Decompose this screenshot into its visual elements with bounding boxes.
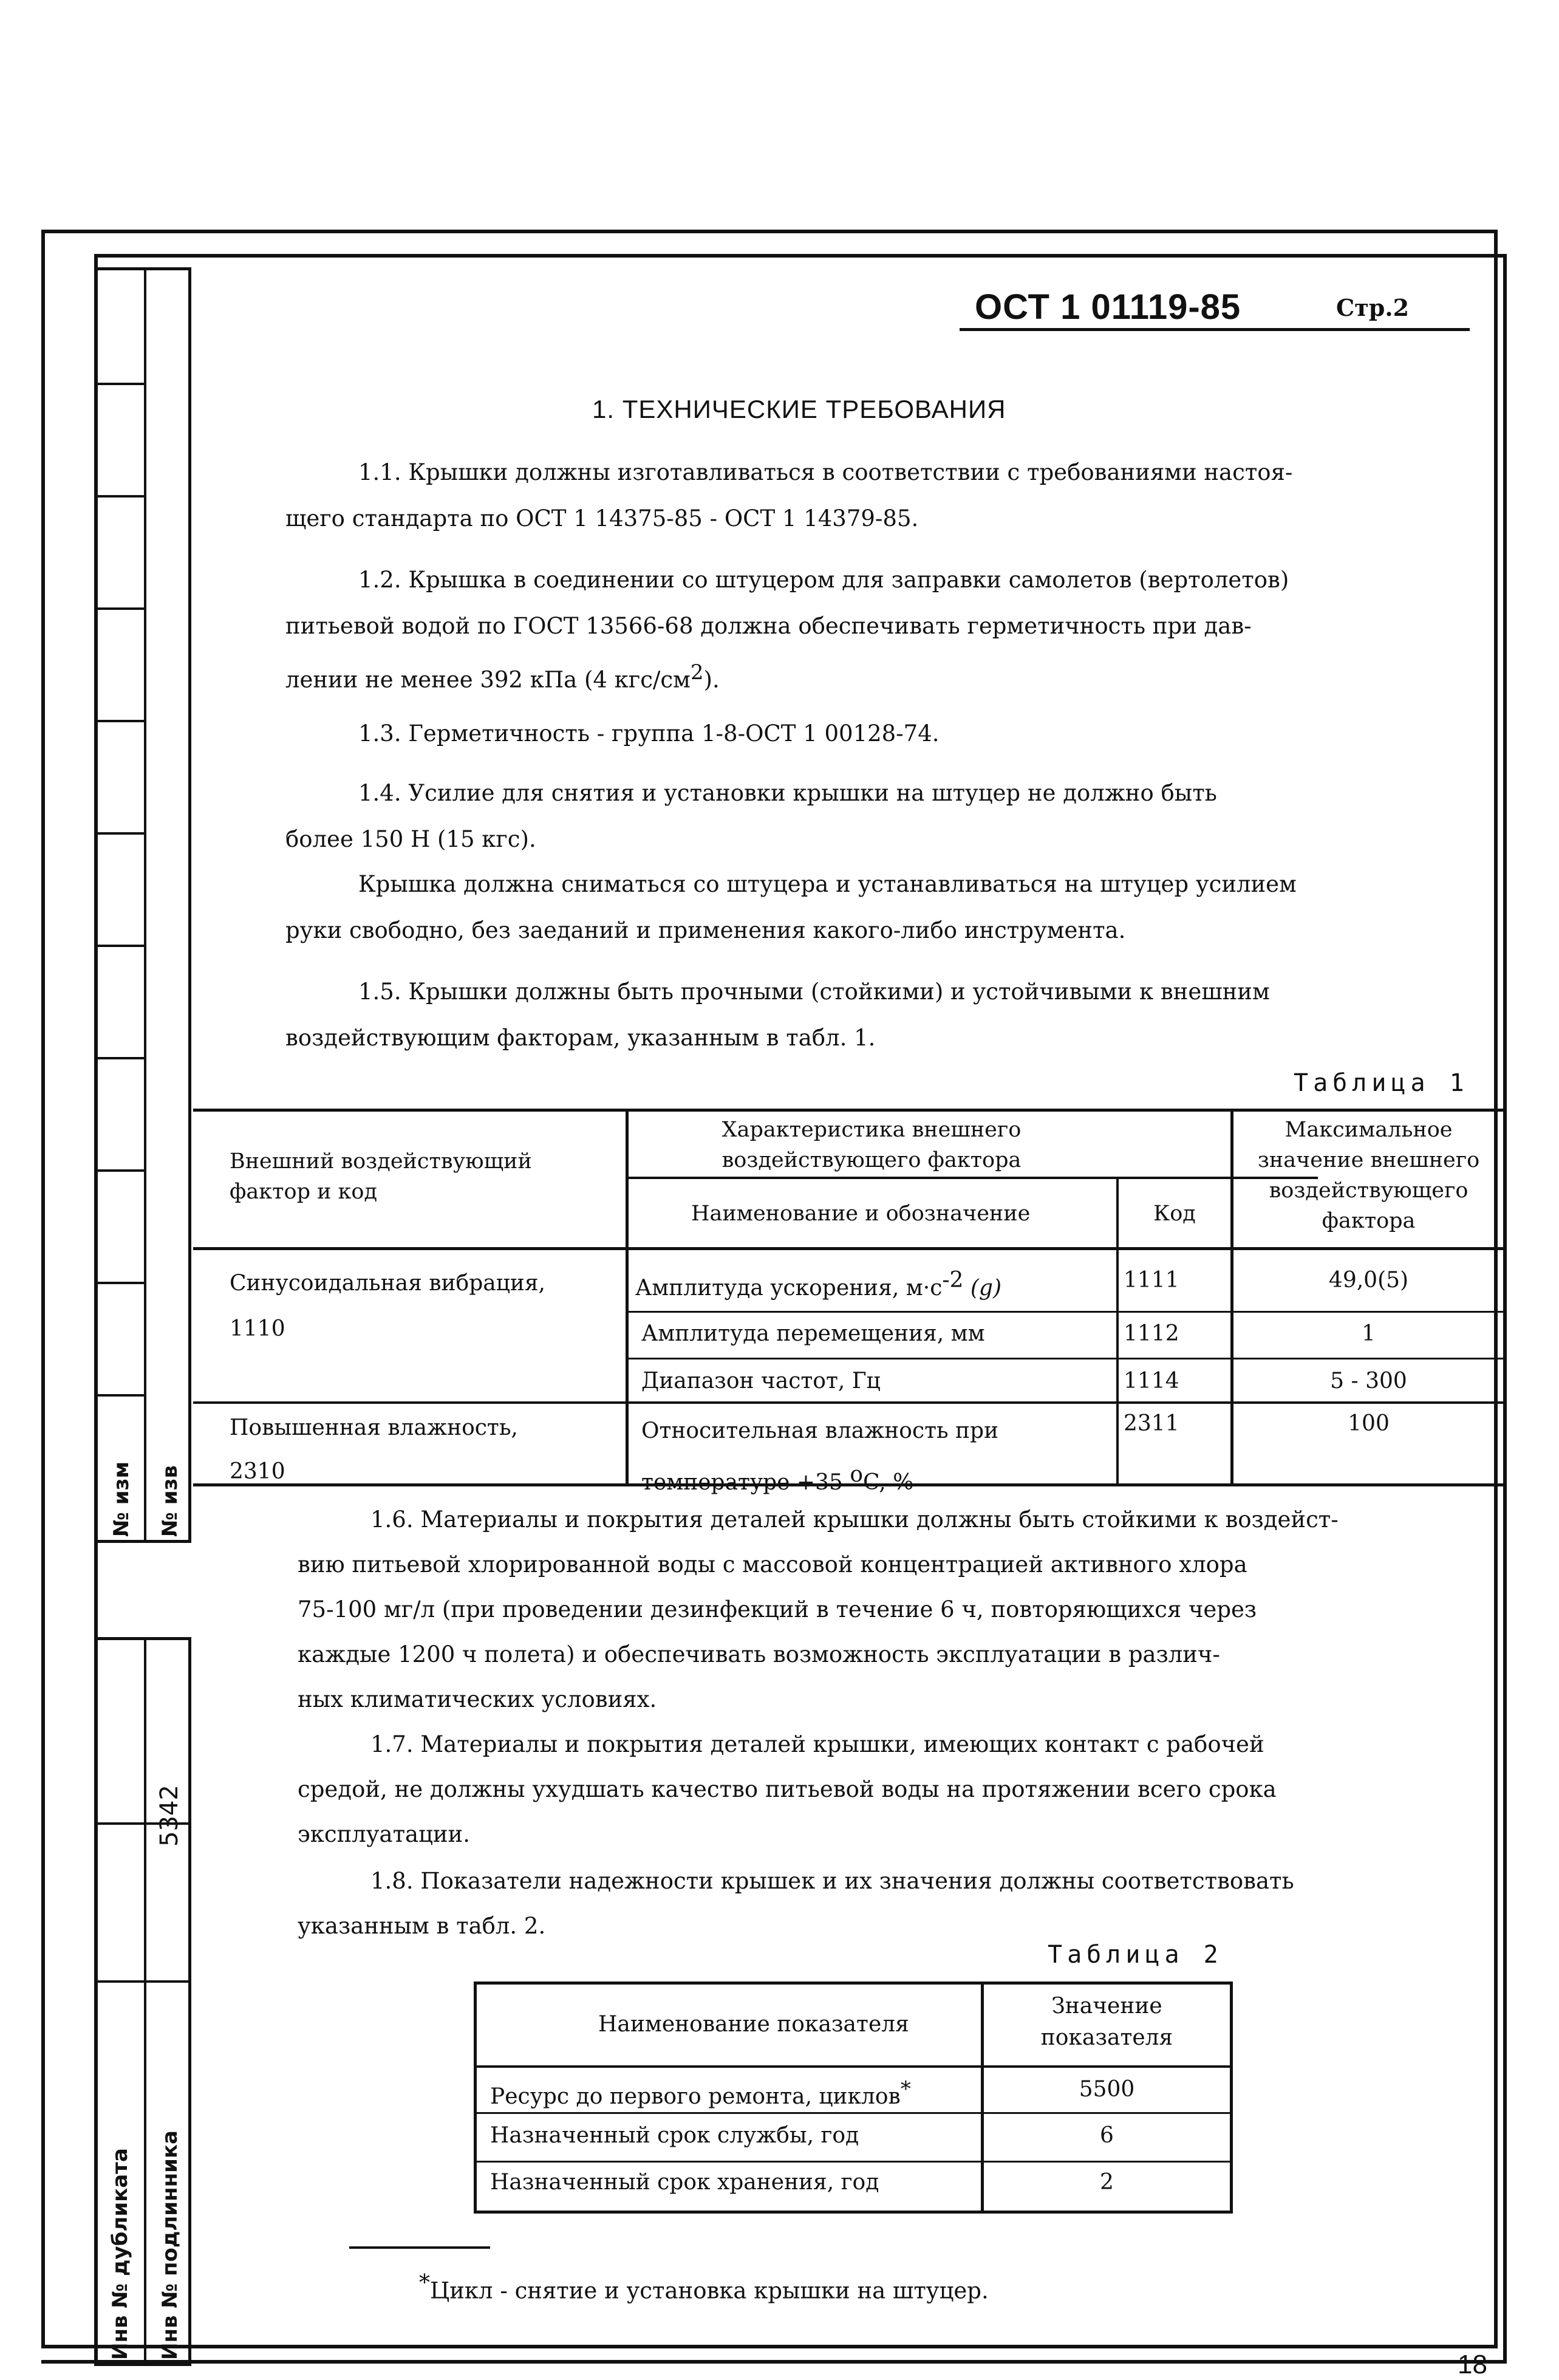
t1-cell-code: 1112 <box>1124 1321 1179 1346</box>
margin-cell-rule <box>97 1394 146 1397</box>
cell-text: температуре +35 <box>641 1470 850 1495</box>
paragraph-line: 1.6. Материалы и покрытия деталей крышки должны быть стойкими к воздейст- <box>370 1506 1339 1533</box>
footnote-mark: * <box>900 2077 911 2101</box>
margin-inventory-number: 5342 <box>155 1785 183 1847</box>
t1-cell-value: 100 <box>1348 1411 1390 1436</box>
margin-cell-rule <box>97 1169 146 1172</box>
t1-cell-value: 5 - 300 <box>1330 1369 1407 1393</box>
t2-header-name: Наименование показателя <box>598 2012 909 2037</box>
margin-cell-rule <box>97 720 146 722</box>
table-1 <box>193 1109 1504 1495</box>
t1-cell-name <box>641 1409 998 1505</box>
cell-line: 1110 <box>230 1316 285 1341</box>
header-underline <box>960 328 1470 331</box>
footnote-text: Цикл - снятие и установка крышки на штуцер. <box>430 2277 989 2304</box>
footnote-rule <box>349 2246 490 2249</box>
cell-line: Повышенная влажность, <box>230 1415 518 1440</box>
page-number: 18 <box>1458 2350 1487 2379</box>
line-text: ). <box>703 666 720 693</box>
superscript: 2 <box>690 660 704 685</box>
paragraph-line: каждые 1200 ч полета) и обеспечивать возможность эксплуатации в различ- <box>298 1641 1220 1667</box>
paragraph-line: вию питьевой хлорированной воды с массовой концентрацией активного хлора <box>298 1551 1247 1578</box>
margin-divider <box>144 1640 146 2363</box>
margin-label-inv-original: Инв № подлинника <box>158 2130 182 2360</box>
table-rule <box>193 1247 1504 1250</box>
table-rule <box>626 1311 1504 1313</box>
header-line: значение внешнего <box>1257 1148 1480 1172</box>
margin-inventory-block <box>94 1637 191 2366</box>
table-rule <box>626 1177 1318 1179</box>
paragraph-1-8 <box>298 1859 1409 1949</box>
paragraph-1-5 <box>285 969 1397 1061</box>
header-line: Внешний воздействующий <box>230 1149 532 1174</box>
paragraph-1-6 <box>298 1497 1409 1722</box>
footnote <box>419 2271 989 2303</box>
paragraph-line <box>285 649 1397 703</box>
paragraph-line: Крышка должна сниматься со штуцера и устанавливаться на штуцер усилием <box>358 871 1297 897</box>
t2-cell-value: 2 <box>1100 2170 1114 2195</box>
table-rule <box>477 2112 1230 2114</box>
paragraph-line: указанным в табл. 2. <box>298 1913 546 1939</box>
margin-cell-rule <box>97 1057 146 1059</box>
paragraph-line: 1.5. Крышки должны быть прочными (стойкими) и устойчивыми к внешним <box>358 979 1270 1005</box>
margin-divider <box>144 270 146 1540</box>
header-line: Характеристика внешнего <box>722 1118 1022 1142</box>
line-text: лении не менее 392 кПа (4 кгс/см <box>285 666 691 693</box>
header-line: Значение <box>1051 1994 1162 2019</box>
margin-cell-rule <box>97 383 146 385</box>
bottom-frame-rule <box>41 2360 1505 2364</box>
paragraph-line: 1.7. Материалы и покрытия деталей крышки, имеющих контакт с рабочей <box>370 1731 1264 1757</box>
t2-header-value <box>984 1991 1230 2054</box>
header-line: фактор и код <box>230 1180 378 1204</box>
paragraph-line: 1.8. Показатели надежности крышек и их значения должны соответствовать <box>370 1868 1294 1894</box>
margin-cell-rule <box>97 607 146 610</box>
paragraph-line: питьевой водой по ГОСТ 13566-68 должна обеспечивать герметичность при дав- <box>285 613 1252 639</box>
header-line: воздействующего <box>1269 1178 1469 1203</box>
t1-factor-humidity <box>230 1406 518 1494</box>
table-rule <box>193 1109 1504 1112</box>
section-title: 1. ТЕХНИЧЕСКИЕ ТРЕБОВАНИЯ <box>592 395 1006 423</box>
t1-cell-name <box>635 1268 1001 1301</box>
t1-header-max-value <box>1233 1115 1504 1236</box>
t1-factor-vibration <box>230 1260 545 1352</box>
t2-cell-name: Назначенный срок хранения, год <box>490 2170 879 2195</box>
margin-cell-rule <box>97 1282 146 1284</box>
paragraph-line: воздействующим факторам, указанным в табл. 1. <box>285 1025 876 1051</box>
footnote-mark: * <box>419 2271 430 2296</box>
t2-cell-value: 6 <box>1100 2123 1114 2148</box>
paragraph-1-7 <box>298 1722 1409 1857</box>
cell-line: Относительная влажность при <box>641 1418 999 1443</box>
table-rule <box>477 2161 1230 2163</box>
header-line: фактора <box>1322 1209 1416 1233</box>
paragraph-1-4 <box>285 770 1397 863</box>
paragraph-1-2 <box>285 557 1397 703</box>
header-line: показателя <box>1040 2025 1173 2050</box>
t2-cell-value: 5500 <box>1079 2077 1135 2102</box>
paragraph-line: щего стандарта по ОСТ 1 14375-85 - ОСТ 1 14379-85. <box>285 505 919 532</box>
margin-label-inv-duplicate: Инв № дубликата <box>108 2148 132 2360</box>
paragraph-line: ных климатических условиях. <box>298 1686 657 1712</box>
cell-text: C, % <box>863 1470 914 1495</box>
t2-cell-name <box>490 2077 911 2109</box>
header-line: воздействующего фактора <box>722 1148 1022 1172</box>
t1-cell-code: 1114 <box>1124 1369 1179 1393</box>
t1-cell-code: 1111 <box>1124 1268 1179 1293</box>
paragraph-line: более 150 Н (15 кгс). <box>285 826 536 852</box>
superscript: -2 <box>942 1268 964 1293</box>
paragraph-line: 1.2. Крышка в соединении со штуцером для заправки самолетов (вертолетов) <box>358 567 1289 593</box>
paragraph-line: средой, не должны ухудшать качество питьевой воды на протяжении всего срока <box>298 1776 1277 1802</box>
margin-label-izm: № изм <box>109 1461 134 1537</box>
paragraph-1-1 <box>285 450 1397 542</box>
table-2 <box>474 1982 1233 2214</box>
table-rule <box>626 1358 1504 1359</box>
margin-label-izv: № изв <box>158 1465 182 1537</box>
margin-cell-rule <box>97 832 146 835</box>
t1-header-characteristic <box>629 1115 1114 1175</box>
cell-text: (g) <box>963 1276 1002 1301</box>
paragraph-line: 1.3. Герметичность - группа 1-8-ОСТ 1 00128-74. <box>358 720 940 747</box>
margin-cell-rule <box>97 1980 188 1983</box>
t1-cell-value: 49,0(5) <box>1328 1268 1409 1293</box>
page-reference: Стр.2 <box>1336 294 1410 321</box>
table-rule <box>193 1401 1504 1404</box>
t1-header-name: Наименование и обозначение <box>691 1202 1031 1226</box>
superscript: o <box>850 1462 864 1487</box>
paragraph-line: руки свободно, без заеданий и применения какого-либо инструмента. <box>285 917 1126 943</box>
cell-line: 2310 <box>230 1459 285 1484</box>
t1-cell-value: 1 <box>1362 1321 1376 1346</box>
paragraph-line: эксплуатации. <box>298 1821 470 1847</box>
paragraph-line: 1.4. Усилие для снятия и установки крышки на штуцер не должно быть <box>358 780 1217 806</box>
t2-cell-name: Назначенный срок службы, год <box>490 2123 859 2148</box>
cell-text: Ресурс до первого ремонта, циклов <box>490 2084 901 2109</box>
paragraph-line: 1.1. Крышки должны изготавливаться в соответствии с требованиями настоя- <box>358 459 1293 485</box>
cell-line: Синусоидальная вибрация, <box>230 1271 545 1296</box>
table-rule <box>477 2065 1230 2068</box>
table-2-caption: Таблица 2 <box>1048 1941 1223 1969</box>
cell-text: Амплитуда ускорения, м·с <box>635 1276 943 1301</box>
paragraph-1-3 <box>285 711 1397 757</box>
margin-revision-block <box>94 267 191 1543</box>
margin-cell-rule <box>97 945 146 947</box>
t1-header-code: Код <box>1153 1202 1196 1226</box>
table-1-caption: Таблица 1 <box>1294 1069 1469 1097</box>
t1-header-factor <box>230 1146 532 1207</box>
t1-cell-name: Амплитуда перемещения, мм <box>641 1321 985 1346</box>
paragraph-1-4-note <box>285 861 1397 954</box>
margin-cell-rule <box>97 495 146 498</box>
header-line: Максимальное <box>1284 1118 1453 1142</box>
document-code: ОСТ 1 01119-85 <box>975 287 1241 327</box>
t1-cell-code: 2311 <box>1124 1411 1179 1436</box>
t1-cell-name: Диапазон частот, Гц <box>641 1369 881 1393</box>
paragraph-line: 75-100 мг/л (при проведении дезинфекций в течение 6 ч, повторяющихся через <box>298 1596 1257 1623</box>
